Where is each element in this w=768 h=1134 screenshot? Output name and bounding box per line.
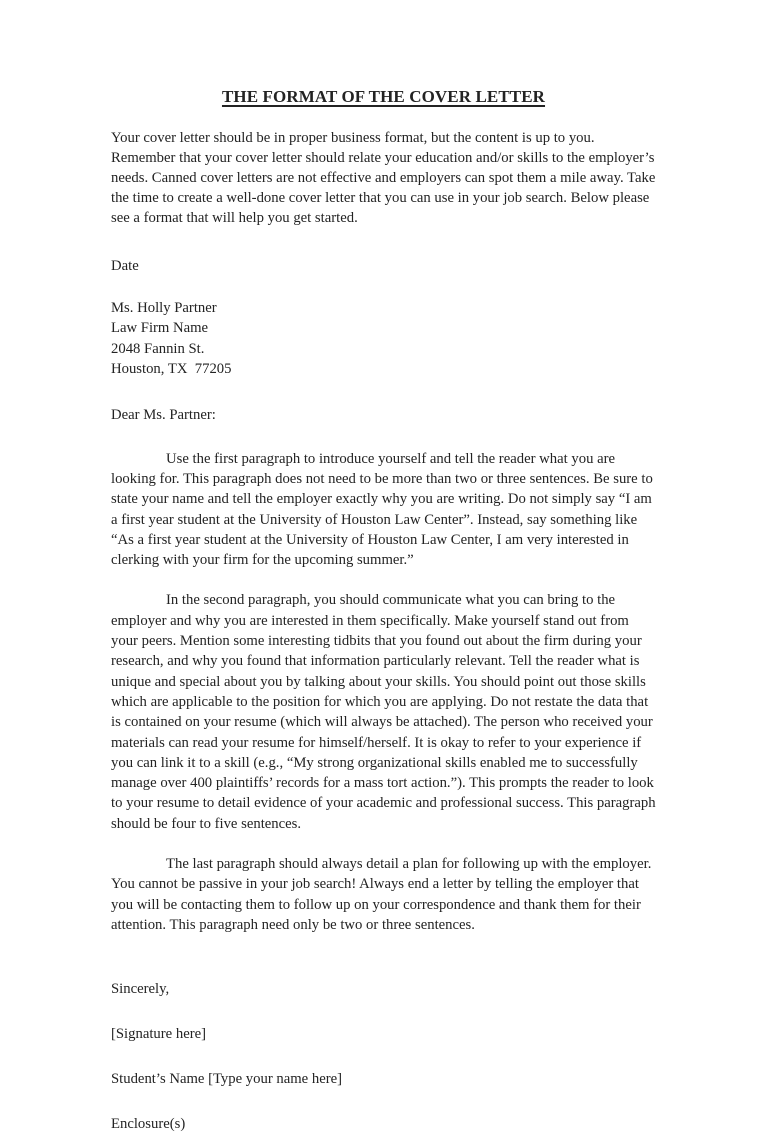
closing-signature-placeholder: [Signature here] <box>111 1026 207 1043</box>
page-title <box>111 0 656 107</box>
closing-name-line: Student’s Name [Type your name here] <box>111 1071 343 1088</box>
recipient-address-block <box>111 298 656 380</box>
body-paragraph-3: The last paragraph should always detail a plan for following up with the employer. You cannot be passive in your job search! Always end a letter by telling the employer that you will be contacting them to follow up on your correspondence and thank them for their attention. This paragraph need only be two or three sentences. <box>111 856 652 933</box>
letter-body <box>111 0 656 1134</box>
address-recipient-name: Ms. Holly Partner <box>111 299 217 316</box>
page-title-text: THE FORMAT OF THE COVER LETTER <box>221 87 546 106</box>
intro-paragraph: Your cover letter should be in proper business format, but the content is up to you. Remember that your cover letter should relate your education and/or skills to the employer’s needs. Canned cover letters are not effective and employers can spot them a mile away. Take the time to create a well-done cover letter that you can use in your job search. Below please see a format that will help you get started. <box>111 129 656 226</box>
salutation-line: Dear Ms. Partner: <box>111 406 216 423</box>
body-paragraph-2: In the second paragraph, you should communicate what you can bring to the employer and why you are interested in them specifically. Make yourself stand out from your peers. Mention some interesting tidbits that you found out about the firm during your research, and why you found that information particularly relevant. Tell the reader what is unique and special about you by talking about your skills. You should point out those skills which are applicable to the position for which you are applying. Do not restate the data that is contained on your resume (which will always be attached). The person who received your materials can read your resume for himself/herself. It is okay to refer to your experience if you can link it to a skill (e.g., “My strong organizational skills enabled me to successfully manage over 400 plaintiffs’ records for a mass tort action.”). This prompts the reader to look to your resume to detail evidence of your academic and professional success. This paragraph should be four to five sentences. <box>111 592 656 832</box>
body-paragraph-1: Use the first paragraph to introduce yourself and tell the reader what you are looking for. This paragraph does not need to be more than two or three sentences. Be sure to state your name and tell the employer exactly why you are writing. Do not simply say “I am a first year student at the University of Houston Law Center”. Instead, say something like “As a first year student at the University of Houston Law Center, I am very interested in clerking with your firm for the upcoming summer.” <box>111 450 653 569</box>
date-line: Date <box>111 257 139 274</box>
address-firm-name: Law Firm Name <box>111 320 209 337</box>
closing-enclosure: Enclosure(s) <box>111 1116 186 1133</box>
closing-block <box>111 979 656 1134</box>
address-street: 2048 Fannin St. <box>111 340 205 357</box>
closing-sincerely: Sincerely, <box>111 981 170 998</box>
address-city-state-zip: Houston, TX 77205 <box>111 361 232 378</box>
